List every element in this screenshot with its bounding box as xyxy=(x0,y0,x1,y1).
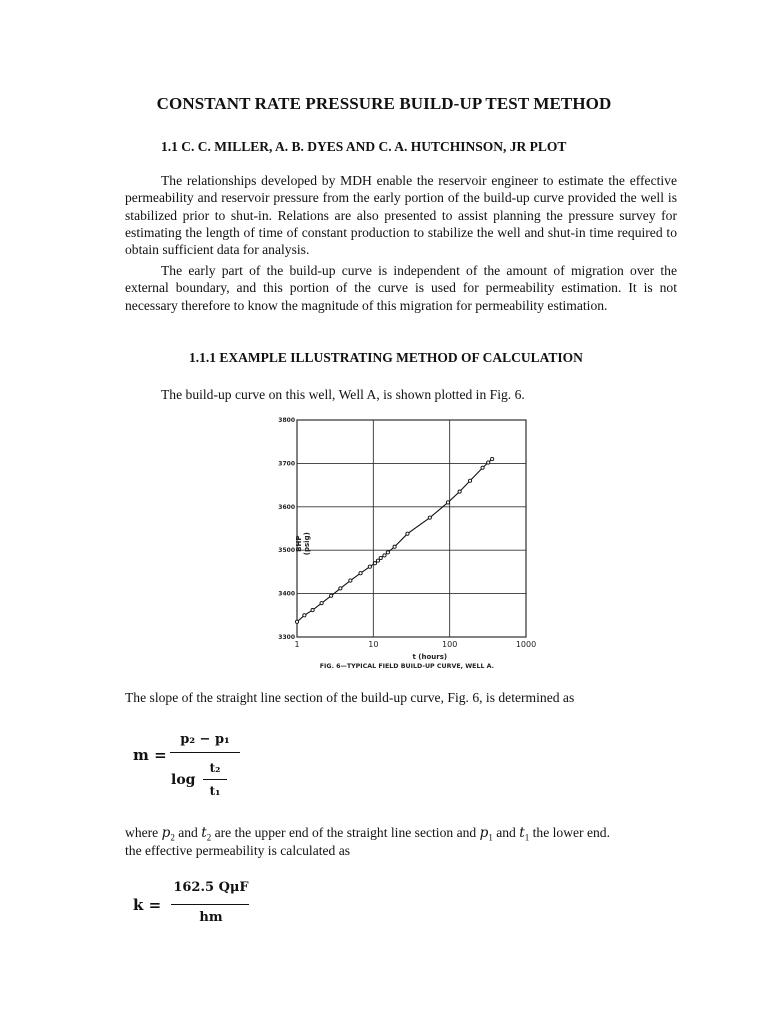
data-point xyxy=(481,466,484,469)
eq1-log: log xyxy=(171,772,196,788)
y-axis-unit: (psig) xyxy=(303,532,311,556)
data-point xyxy=(368,565,371,568)
data-point xyxy=(295,620,298,623)
eq1-t-numerator: t₂ xyxy=(209,761,221,775)
paragraph-1 xyxy=(125,172,677,258)
data-point xyxy=(359,572,362,575)
figure-6 xyxy=(268,412,548,670)
page-title: CONSTANT RATE PRESSURE BUILD-UP TEST METHOD xyxy=(156,94,612,113)
build-up-chart xyxy=(268,412,548,670)
y-tick-label: 3300 xyxy=(278,634,295,641)
permeability-text: the effective permeability is calculated as xyxy=(125,843,351,858)
slope-equation xyxy=(133,724,230,808)
data-point xyxy=(458,490,461,493)
eq1-inner-bar xyxy=(203,779,227,780)
data-point xyxy=(379,556,382,559)
data-point xyxy=(383,554,386,557)
figure-caption: FIG. 6—TYPICAL FIELD BUILD-UP CURVE, WELL A. xyxy=(319,663,495,670)
eq2-numerator: 162.5 QμF xyxy=(173,880,249,895)
data-point xyxy=(406,532,409,535)
data-point xyxy=(468,479,471,482)
where-text: where $p_2$ and $t_2$ are the upper end of the straight line section and $p_1$ and $t_1$ the lower end. xyxy=(125,825,610,843)
figure-intro-text: The build-up curve on this well, Well A, is shown plotted in Fig. 6. xyxy=(161,387,525,402)
data-point xyxy=(446,501,449,504)
eq1-numerator: p₂ − p₁ xyxy=(180,732,230,747)
eq1-fraction-bar xyxy=(170,752,240,753)
data-point xyxy=(487,461,490,464)
x-tick-label: 1000 xyxy=(515,640,537,649)
data-point xyxy=(376,559,379,562)
plot-frame xyxy=(297,420,526,637)
data-point xyxy=(303,614,306,617)
data-point xyxy=(349,579,352,582)
series-line xyxy=(297,459,492,622)
data-point xyxy=(311,608,314,611)
eq2-denominator: hm xyxy=(199,910,223,925)
eq1-lhs: m = xyxy=(133,746,167,764)
data-point xyxy=(386,551,389,554)
x-tick-label: 10 xyxy=(368,640,379,649)
data-point xyxy=(393,545,396,548)
y-axis-label: BHP xyxy=(295,535,303,552)
data-point xyxy=(373,562,376,565)
data-point xyxy=(428,516,431,519)
section-heading-1-1-1: 1.1.1 EXAMPLE ILLUSTRATING METHOD OF CALCULATION xyxy=(189,350,583,365)
eq1-t-denominator: t₁ xyxy=(209,784,221,798)
section-heading-1-1: 1.1 C. C. MILLER, A. B. DYES AND C. A. HUTCHINSON, JR PLOT xyxy=(161,139,567,154)
paragraph-1-text: The relationships developed by MDH enable the reservoir engineer to estimate the effective permeability and reservoir pressure from the early portion of the build-up curve provided the well is stabilized prior to shut-in. Relations are also presented to assist planning the pressure survey for estimating the length of time of constant production to stabilize the well and shut-in time required to obtain sufficient data for analysis. xyxy=(125,173,677,258)
eq2-fraction-bar xyxy=(171,904,249,905)
data-point xyxy=(339,587,342,590)
y-tick-label: 3700 xyxy=(278,460,295,468)
paragraph-2 xyxy=(125,262,677,314)
slope-text: The slope of the straight line section of the build-up curve, Fig. 6, is determined as xyxy=(125,690,575,705)
x-tick-label: 1 xyxy=(294,640,300,649)
x-axis-label: t (hours) xyxy=(412,653,448,661)
permeability-equation xyxy=(133,880,263,930)
data-point xyxy=(320,602,323,605)
data-point xyxy=(330,594,333,597)
data-point xyxy=(491,457,494,460)
y-tick-label: 3400 xyxy=(278,590,295,598)
y-tick-label: 3600 xyxy=(278,503,295,511)
y-tick-label: 3800 xyxy=(278,417,295,424)
eq2-lhs: k = xyxy=(133,896,162,914)
paragraph-2-text: The early part of the build-up curve is independent of the amount of migration over the external boundary, and this portion of the curve is used for permeability estimation. It is not necessary therefore to know the magnitude of this migration for permeability estimation. xyxy=(125,263,677,313)
y-tick-label: 3500 xyxy=(278,547,295,555)
x-tick-label: 100 xyxy=(442,640,458,649)
